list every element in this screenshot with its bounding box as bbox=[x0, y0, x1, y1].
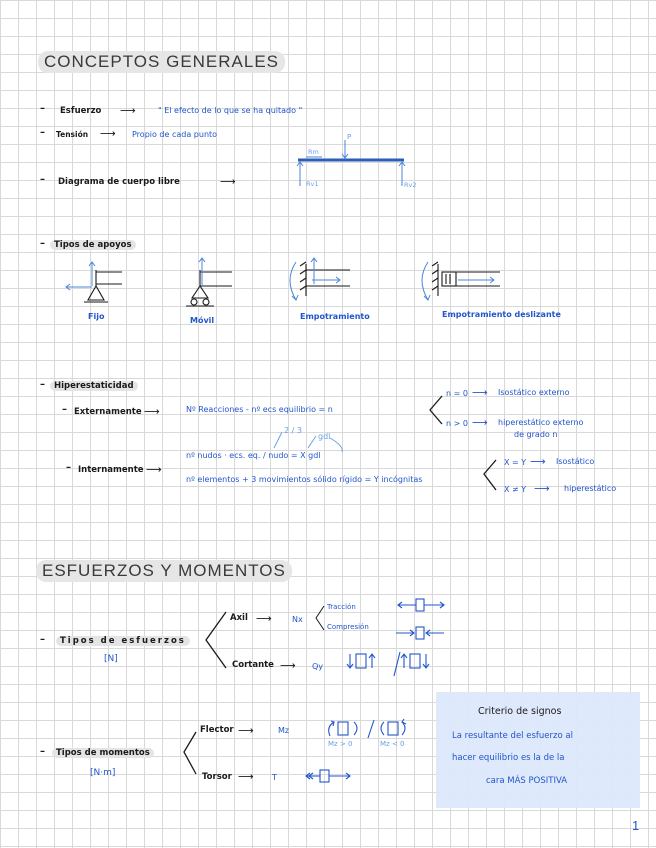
reaction-label: Rm bbox=[308, 148, 319, 156]
arrow-icon: ⟶ bbox=[530, 455, 546, 468]
esfuerzos-label: Tipos de esfuerzos bbox=[56, 636, 190, 646]
t-label: T bbox=[272, 773, 277, 782]
torsor-label: Torsor bbox=[202, 772, 232, 782]
hiper-label: Hiperestaticidad bbox=[50, 381, 138, 391]
mz-label: Mz bbox=[278, 726, 290, 735]
bullet-dash: – bbox=[40, 634, 45, 645]
interna-note-gdl: gdl bbox=[318, 432, 331, 441]
arrow-icon: ⟶ bbox=[280, 659, 296, 672]
traccion-label: Tracción bbox=[327, 603, 356, 611]
apoyos-label: Tipos de apoyos bbox=[50, 240, 136, 250]
section-title-esfuerzos: ESFUERZOS Y MOMENTOS bbox=[36, 560, 292, 582]
externa-label: Externamente bbox=[74, 407, 142, 417]
bullet-dash: – bbox=[40, 127, 45, 138]
arrow-icon: ⟶ bbox=[120, 104, 136, 117]
esfuerzo-def: " El efecto de lo que se ha quitado " bbox=[158, 106, 303, 115]
momentos-label: Tipos de momentos bbox=[52, 748, 154, 758]
section-title-conceptos: CONCEPTOS GENERALES bbox=[38, 51, 285, 73]
qy-label: Qy bbox=[312, 662, 324, 671]
interna-case1-cond: X = Y bbox=[504, 458, 527, 467]
mz-pos-label: Mz > 0 bbox=[328, 740, 353, 748]
criterio-line1: La resultante del esfuerzo al bbox=[452, 731, 573, 741]
arrow-icon: ⟶ bbox=[238, 724, 254, 737]
bullet-dash: – bbox=[40, 746, 45, 757]
load-p-label: P bbox=[347, 133, 352, 141]
tension-def: Propio de cada punto bbox=[132, 130, 218, 139]
arrow-icon: ⟶ bbox=[220, 175, 236, 188]
dcl-label: Diagrama de cuerpo libre bbox=[58, 177, 180, 187]
interna-case2: hiperestático bbox=[564, 484, 617, 493]
externa-case1: Isostático externo bbox=[498, 388, 570, 397]
flector-label: Flector bbox=[200, 725, 234, 735]
interna-expr1: nº nudos · ecs. eq. / nudo = X gdl bbox=[186, 451, 321, 460]
interna-case2-cond: X ≠ Y bbox=[504, 485, 527, 494]
externa-expr: Nº Reacciones - nº ecs equilibrio = n bbox=[186, 405, 333, 414]
arrow-icon: ⟶ bbox=[100, 127, 116, 140]
arrow-icon: ⟶ bbox=[534, 482, 550, 495]
bullet-dash: – bbox=[62, 404, 67, 415]
arrow-icon: ⟶ bbox=[238, 770, 254, 783]
externa-case1-cond: n = 0 bbox=[446, 389, 468, 398]
apoyo-empotramiento-label: Empotramiento bbox=[300, 312, 370, 321]
bullet-dash: – bbox=[66, 462, 71, 473]
interna-note-23: 2 / 3 bbox=[284, 426, 302, 435]
reaction-label: Rv2 bbox=[404, 181, 417, 189]
nx-label: Nx bbox=[292, 615, 303, 624]
esfuerzos-unit: [N] bbox=[104, 654, 118, 664]
bullet-dash: – bbox=[40, 103, 45, 114]
compresion-label: Compresión bbox=[327, 623, 369, 631]
criterio-title: Criterio de signos bbox=[478, 706, 562, 717]
criterio-line2: hacer equilibrio es la de la bbox=[452, 753, 565, 763]
externa-case2: hiperestático externo bbox=[498, 418, 584, 427]
arrow-icon: ⟶ bbox=[472, 386, 488, 399]
bullet-dash: – bbox=[40, 238, 45, 249]
arrow-icon: ⟶ bbox=[146, 463, 162, 476]
axil-label: Axil bbox=[230, 613, 248, 623]
esfuerzo-label: Esfuerzo bbox=[60, 106, 102, 116]
bullet-dash: – bbox=[40, 174, 45, 185]
arrow-icon: ⟶ bbox=[256, 612, 272, 625]
apoyo-empotramiento-deslizante-label: Empotramiento deslizante bbox=[442, 310, 561, 319]
apoyo-fijo-label: Fijo bbox=[88, 312, 105, 321]
apoyo-movil-label: Móvil bbox=[190, 316, 215, 325]
interna-case1: Isostático bbox=[556, 457, 595, 466]
mz-neg-label: Mz < 0 bbox=[380, 740, 405, 748]
bullet-dash: – bbox=[40, 379, 45, 390]
reaction-label: Rv1 bbox=[306, 180, 319, 188]
arrow-icon: ⟶ bbox=[472, 416, 488, 429]
page-number: 1 bbox=[632, 818, 640, 833]
momentos-unit: [N·m] bbox=[90, 768, 116, 778]
criterio-line3: cara MÁS POSITIVA bbox=[486, 776, 568, 786]
interna-expr2: nº elementos + 3 movimientos sólido rígido = Y incógnitas bbox=[186, 475, 423, 484]
externa-case2b: de grado n bbox=[514, 430, 558, 439]
interna-label: Internamente bbox=[78, 465, 144, 475]
externa-case2-cond: n > 0 bbox=[446, 419, 468, 428]
tension-label: Tensión bbox=[56, 130, 89, 139]
cortante-label: Cortante bbox=[232, 660, 274, 670]
arrow-icon: ⟶ bbox=[144, 405, 160, 418]
